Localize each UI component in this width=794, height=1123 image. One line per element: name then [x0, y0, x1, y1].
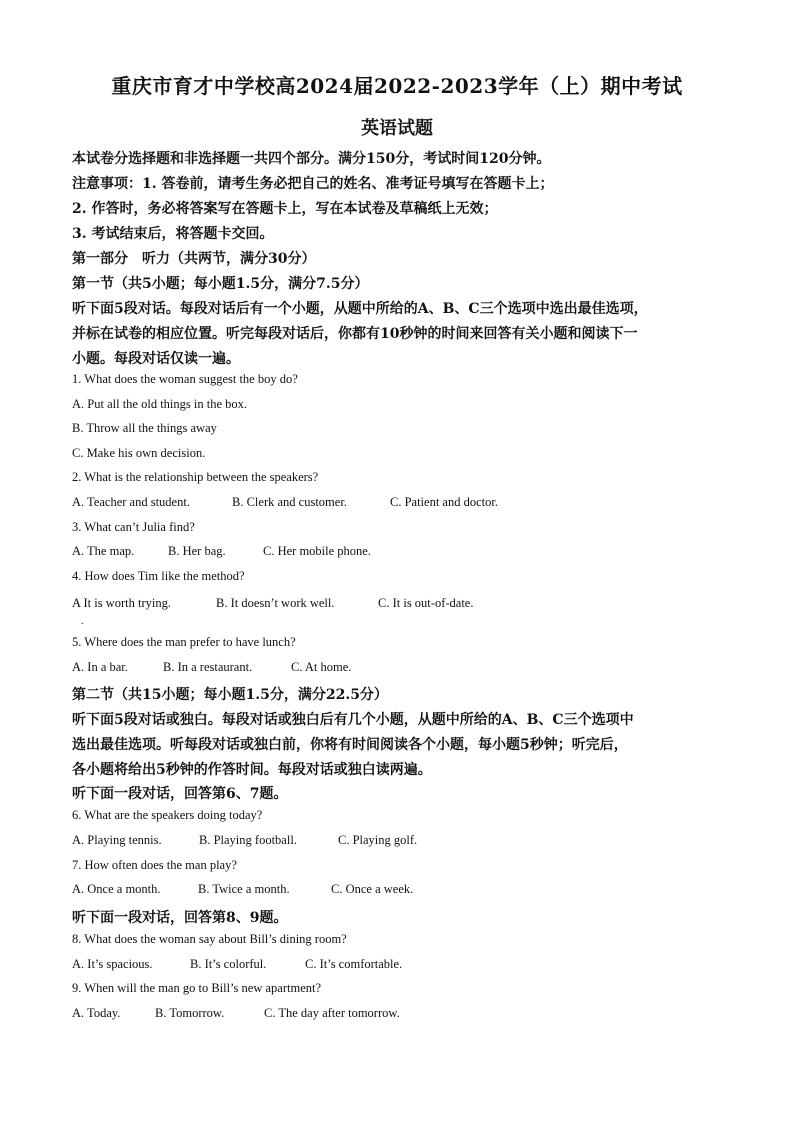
- option-b: B. Playing football.: [199, 833, 297, 847]
- option-c: C. Once a week.: [331, 882, 414, 896]
- option-b: B. In a restaurant.: [163, 660, 253, 674]
- question-stem: 8. What does the woman say about Bill’s dining room?: [72, 932, 347, 946]
- question-stem: 5. Where does the man prefer to have lunch?: [72, 635, 296, 649]
- option-a: A It is worth trying.: [72, 596, 171, 610]
- options-row: [72, 833, 417, 848]
- options-row: [72, 957, 402, 972]
- part1-heading: 第一部分 听力（共两节，满分30分）: [72, 251, 316, 267]
- options-row: [72, 660, 351, 675]
- section1-heading: 第一节（共5小题；每小题1.5分，满分7.5分）: [72, 276, 369, 292]
- question-stem: 2. What is the relationship between the speakers?: [72, 470, 319, 484]
- intro-line: 本试卷分选择题和非选择题一共四个部分。满分150分，考试时间120分钟。: [72, 151, 551, 167]
- question-stem: 4. How does Tim like the method?: [72, 569, 245, 583]
- option-b: B. It’s colorful.: [190, 957, 267, 971]
- option-b: B. It doesn’t work well.: [216, 596, 335, 610]
- exam-title: 重庆市育才中学校高2024届2022-2023学年（上）期中考试: [111, 74, 683, 98]
- option-a: A. In a bar.: [72, 660, 128, 674]
- question-stem: 3. What can’t Julia find?: [72, 520, 195, 534]
- option-c: C. At home.: [291, 660, 352, 674]
- option-a: A. Put all the old things in the box.: [72, 397, 247, 411]
- options-row: [72, 544, 371, 559]
- option-c: C. The day after tomorrow.: [264, 1006, 400, 1020]
- option-c: C. Playing golf.: [338, 833, 418, 847]
- section2-heading: 第二节（共15小题；每小题1.5分，满分22.5分）: [72, 687, 388, 703]
- options-row: [72, 1006, 400, 1021]
- option-c: C. Patient and doctor.: [390, 495, 498, 509]
- stray-mark: .: [81, 616, 84, 627]
- intro-line: 注意事项：1. 答卷前，请考生务必把自己的姓名、准考证号填写在答题卡上；: [72, 176, 554, 192]
- intro-line: 3. 考试结束后，将答题卡交回。: [72, 226, 274, 242]
- option-b: B. Clerk and customer.: [232, 495, 347, 509]
- section1-instruction: 并标在试卷的相应位置。听完每段对话后，你都有10秒钟的时间来回答有关小题和阅读下一: [72, 326, 638, 342]
- exam-subject: 英语试题: [361, 118, 433, 139]
- option-b: B. Twice a month.: [198, 882, 290, 896]
- question-stem: 9. When will the man go to Bill’s new apartment?: [72, 981, 322, 995]
- question-stem: 6. What are the speakers doing today?: [72, 808, 263, 822]
- option-a: A. Teacher and student.: [72, 495, 190, 509]
- option-c: C. Make his own decision.: [72, 446, 206, 460]
- option-c: C. Her mobile phone.: [263, 544, 371, 558]
- question-stem: 1. What does the woman suggest the boy do?: [72, 372, 298, 386]
- section2-instruction: 听下面5段对话或独白。每段对话或独白后有几个小题，从题中所给的A、B、C三个选项中: [72, 712, 634, 728]
- option-a: A. Playing tennis.: [72, 833, 162, 847]
- section1-instruction: 小题。每段对话仅读一遍。: [72, 351, 240, 367]
- question-stem: 7. How often does the man play?: [72, 858, 237, 872]
- section2-instruction: 各小题将给出5秒钟的作答时间。每段对话或独白读两遍。: [72, 762, 432, 778]
- options-row: [72, 882, 413, 897]
- option-b: B. Tomorrow.: [155, 1006, 225, 1020]
- option-c: C. It is out-of-date.: [378, 596, 474, 610]
- options-row: [72, 495, 498, 510]
- option-a: A. It’s spacious.: [72, 957, 153, 971]
- option-a: A. The map.: [72, 544, 135, 558]
- option-c: C. It’s comfortable.: [305, 957, 403, 971]
- intro-line: 2. 作答时，务必将答案写在答题卡上，写在本试卷及草稿纸上无效；: [72, 201, 498, 217]
- option-b: B. Throw all the things away: [72, 421, 217, 435]
- option-b: B. Her bag.: [168, 544, 226, 558]
- option-a: A. Once a month.: [72, 882, 161, 896]
- options-row: [72, 596, 473, 611]
- section2-instruction: 选出最佳选项。听每段对话或独白前，你将有时间阅读各个小题，每小题5秒钟；听完后，: [72, 737, 628, 753]
- dialogue-prompt: 听下面一段对话，回答第6、7题。: [72, 786, 288, 802]
- section1-instruction: 听下面5段对话。每段对话后有一个小题，从题中所给的A、B、C三个选项中选出最佳选项，: [72, 301, 648, 317]
- option-a: A. Today.: [72, 1006, 121, 1020]
- dialogue-prompt: 听下面一段对话，回答第8、9题。: [72, 910, 288, 926]
